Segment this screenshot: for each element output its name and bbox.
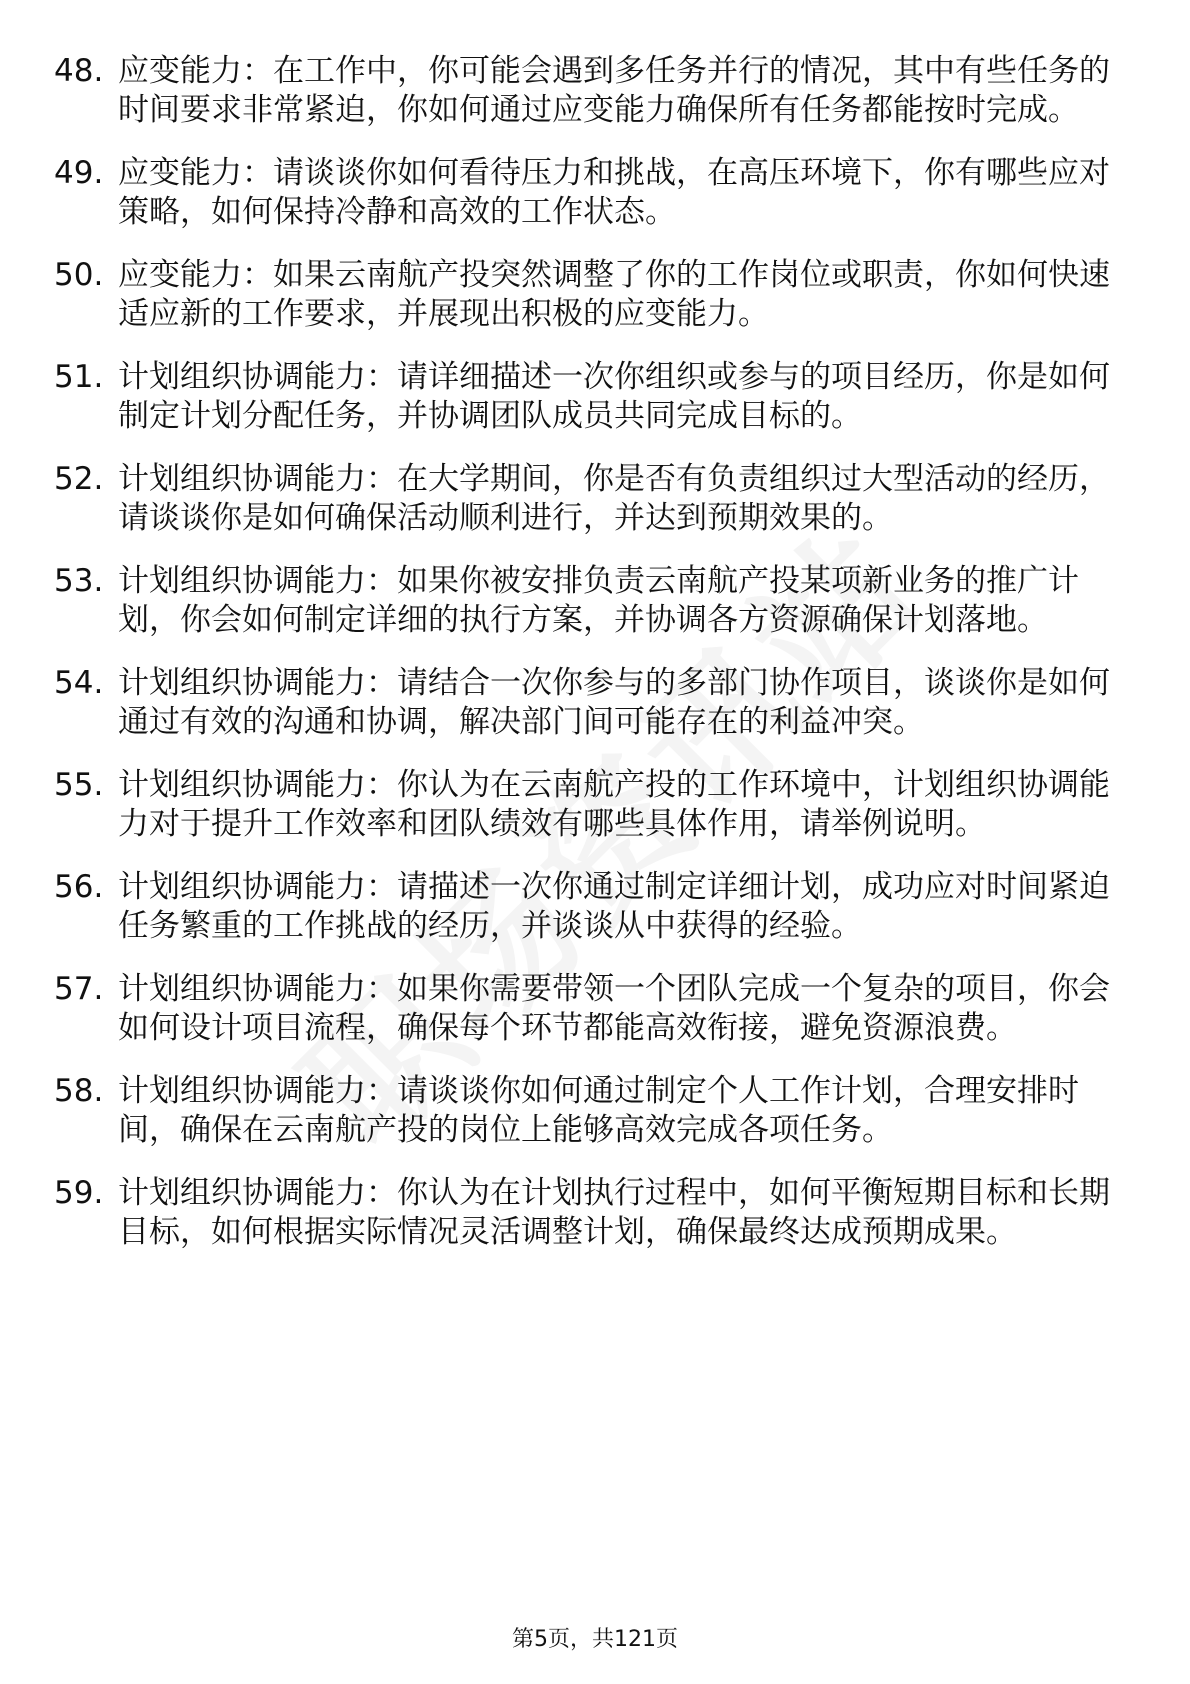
question-number: 56. [54,869,104,905]
question-item [54,1072,1124,1150]
question-text: 计划组织协调能力：你认为在计划执行过程中，如何平衡短期目标和长期目标，如何根据实际情况灵活调整计划，确保最终达成预期成果。 [118,1175,1110,1250]
question-item [54,358,1124,436]
question-text: 计划组织协调能力：如果你需要带领一个团队完成一个复杂的项目，你会如何设计项目流程，确保每个环节都能高效衔接，避免资源浪费。 [118,971,1110,1046]
question-number: 58. [54,1073,104,1109]
question-item [54,868,1124,946]
question-number: 49. [54,155,104,191]
question-text: 计划组织协调能力：如果你被安排负责云南航产投某项新业务的推广计划，你会如何制定详细的执行方案，并协调各方资源确保计划落地。 [118,563,1079,638]
question-text: 计划组织协调能力：请描述一次你通过制定详细计划，成功应对时间紧迫任务繁重的工作挑战的经历，并谈谈从中获得的经验。 [118,869,1110,944]
question-item [54,256,1124,334]
question-item [54,154,1124,232]
question-number: 54. [54,665,104,701]
question-number: 55. [54,767,104,803]
question-number: 57. [54,971,104,1007]
question-text: 应变能力：如果云南航产投突然调整了你的工作岗位或职责，你如何快速适应新的工作要求，并展现出积极的应变能力。 [118,257,1110,332]
question-list [54,52,1124,1276]
question-item [54,664,1124,742]
question-item [54,52,1124,130]
question-number: 48. [54,53,104,89]
question-text: 计划组织协调能力：请详细描述一次你组织或参与的项目经历，你是如何制定计划分配任务，并协调团队成员共同完成目标的。 [118,359,1110,434]
question-text: 计划组织协调能力：请谈谈你如何通过制定个人工作计划，合理安排时间，确保在云南航产投的岗位上能够高效完成各项任务。 [118,1073,1079,1148]
question-text: 计划组织协调能力：请结合一次你参与的多部门协作项目，谈谈你是如何通过有效的沟通和协调，解决部门间可能存在的利益冲突。 [118,665,1110,740]
page-footer [0,1626,1190,1654]
question-number: 51. [54,359,104,395]
question-item [54,562,1124,640]
question-number: 50. [54,257,104,293]
question-item [54,970,1124,1048]
page-number-label: 第5页，共121页 [512,1627,678,1652]
question-item [54,460,1124,538]
question-number: 53. [54,563,104,599]
question-number: 59. [54,1175,104,1211]
question-text: 应变能力：请谈谈你如何看待压力和挑战，在高压环境下，你有哪些应对策略，如何保持冷静和高效的工作状态。 [118,155,1110,230]
question-number: 52. [54,461,104,497]
question-text: 应变能力：在工作中，你可能会遇到多任务并行的情况，其中有些任务的时间要求非常紧迫，你如何通过应变能力确保所有任务都能按时完成。 [118,53,1110,128]
question-item [54,766,1124,844]
question-text: 计划组织协调能力：在大学期间，你是否有负责组织过大型活动的经历，请谈谈你是如何确保活动顺利进行，并达到预期效果的。 [118,461,1110,536]
question-text: 计划组织协调能力：你认为在云南航产投的工作环境中，计划组织协调能力对于提升工作效率和团队绩效有哪些具体作用，请举例说明。 [118,767,1110,842]
question-item [54,1174,1124,1252]
